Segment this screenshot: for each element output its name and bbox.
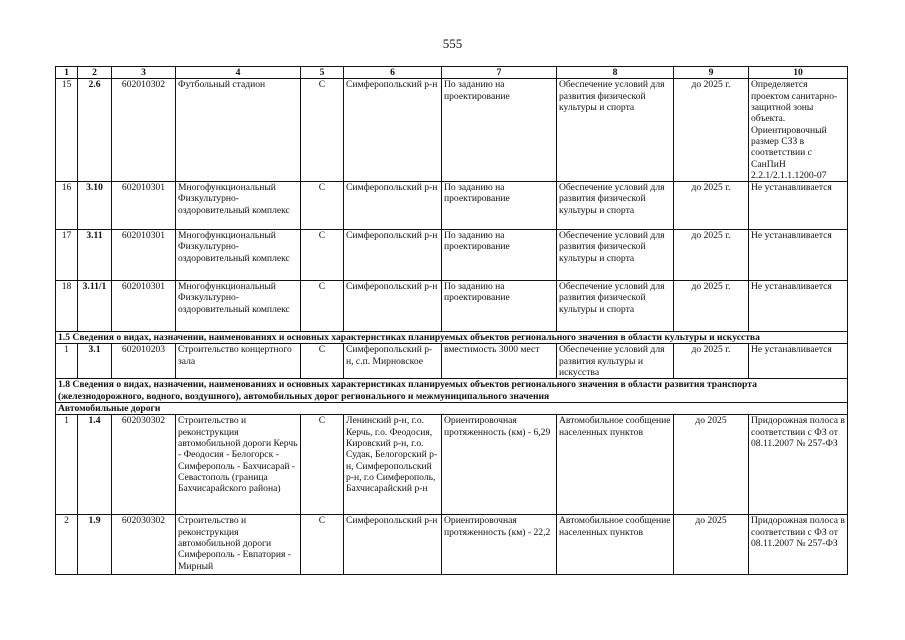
cell-type: С bbox=[301, 344, 344, 379]
objects-table bbox=[55, 66, 848, 575]
section-heading-row bbox=[56, 332, 848, 344]
cell-name: Многофункциональный Физкультурно-оздоровительный комплекс bbox=[176, 230, 301, 281]
cell-type: С bbox=[301, 79, 344, 182]
cell-id: 602030302 bbox=[112, 515, 176, 575]
cell-purpose: Обеспечение условий для развития физической культуры и спорта bbox=[557, 281, 674, 332]
cell-deadline: до 2025 bbox=[674, 515, 749, 575]
cell-n: 1 bbox=[56, 415, 78, 515]
cell-code: 1.9 bbox=[78, 515, 112, 575]
header-cell: 7 bbox=[442, 67, 557, 79]
cell-id: 602010301 bbox=[112, 182, 176, 230]
cell-n: 17 bbox=[56, 230, 78, 281]
cell-location: Симферопольский р-н bbox=[344, 182, 442, 230]
cell-code: 3.11 bbox=[78, 230, 112, 281]
cell-code: 2.6 bbox=[78, 79, 112, 182]
cell-deadline: до 2025 г. bbox=[674, 79, 749, 182]
cell-purpose: Автомобильное сообщение населенных пунктов bbox=[557, 415, 674, 515]
subsection-heading: Автомобильные дороги bbox=[56, 403, 848, 415]
header-cell: 6 bbox=[344, 67, 442, 79]
cell-purpose: Обеспечение условий для развития физической культуры и спорта bbox=[557, 230, 674, 281]
cell-id: 602010301 bbox=[112, 281, 176, 332]
header-cell: 8 bbox=[557, 67, 674, 79]
cell-type: С bbox=[301, 415, 344, 515]
cell-id: 602030302 bbox=[112, 415, 176, 515]
cell-param: По заданию на проектирование bbox=[442, 230, 557, 281]
header-cell: 1 bbox=[56, 67, 78, 79]
header-cell: 3 bbox=[112, 67, 176, 79]
cell-location: Ленинский р-н, г.о. Керчь, г.о. Феодосия, Кировский р-н, г.о. Судак, Белогорский р-н, Симферопольский р-н, г.о Симферополь, Бахчисарайский р-н bbox=[344, 415, 442, 515]
cell-location: Симферопольский р-н bbox=[344, 230, 442, 281]
cell-zone: Придорожная полоса в соответствии с ФЗ от 08.11.2007 № 257-ФЗ bbox=[749, 515, 848, 575]
subsection-heading-row bbox=[56, 403, 848, 415]
section-heading-row bbox=[56, 379, 848, 403]
cell-param: По заданию на проектирование bbox=[442, 79, 557, 182]
section-heading: 1.8 Сведения о видах, назначении, наименованиях и основных характеристиках планируемых объектов регионального значения в области развития транспорта (железнодорожного, водного, воздушного), автомобильных дорог регионального и межмуниципального значения bbox=[56, 379, 848, 403]
cell-name: Многофункциональный Физкультурно-оздоровительный комплекс bbox=[176, 182, 301, 230]
cell-param: По заданию на проектирование bbox=[442, 281, 557, 332]
cell-purpose: Обеспечение условий для развития культуры и искусства bbox=[557, 344, 674, 379]
cell-id: 602010301 bbox=[112, 230, 176, 281]
cell-deadline: до 2025 г. bbox=[674, 281, 749, 332]
table-row bbox=[56, 230, 848, 281]
cell-param: вместимость 3000 мест bbox=[442, 344, 557, 379]
cell-name: Строительство концертного зала bbox=[176, 344, 301, 379]
cell-n: 18 bbox=[56, 281, 78, 332]
table-row bbox=[56, 344, 848, 379]
cell-type: С bbox=[301, 182, 344, 230]
cell-zone: Определяется проектом санитарно-защитной зоны объекта. Ориентировочный размер СЗЗ в соответствии с СанПиН 2.2.1/2.1.1.1200-07 bbox=[749, 79, 848, 182]
cell-zone: Не устанавливается bbox=[749, 281, 848, 332]
cell-type: С bbox=[301, 281, 344, 332]
cell-n: 16 bbox=[56, 182, 78, 230]
table-row bbox=[56, 515, 848, 575]
cell-id: 602010302 bbox=[112, 79, 176, 182]
cell-deadline: до 2025 г. bbox=[674, 344, 749, 379]
cell-location: Симферопольский р-н bbox=[344, 79, 442, 182]
header-cell: 2 bbox=[78, 67, 112, 79]
cell-location: Симферопольский р-н bbox=[344, 281, 442, 332]
table-row bbox=[56, 281, 848, 332]
page-number: 555 bbox=[442, 36, 463, 51]
cell-zone: Придорожная полоса в соответствии с ФЗ от 08.11.2007 № 257-ФЗ bbox=[749, 415, 848, 515]
cell-code: 3.10 bbox=[78, 182, 112, 230]
cell-id: 602010203 bbox=[112, 344, 176, 379]
cell-code: 1.4 bbox=[78, 415, 112, 515]
cell-purpose: Автомобильное сообщение населенных пунктов bbox=[557, 515, 674, 575]
cell-purpose: Обеспечение условий для развития физической культуры и спорта bbox=[557, 79, 674, 182]
section-heading: 1.5 Сведения о видах, назначении, наименованиях и основных характеристиках планируемых объектов регионального значения в области культуры и искусства bbox=[56, 332, 848, 344]
cell-type: С bbox=[301, 515, 344, 575]
cell-n: 1 bbox=[56, 344, 78, 379]
cell-name: Строительство и реконструкция автомобильной дороги Симферополь - Евпатория - Мирный bbox=[176, 515, 301, 575]
table-row bbox=[56, 415, 848, 515]
cell-location: Симферопольский р-н, с.п. Мирновское bbox=[344, 344, 442, 379]
header-cell: 4 bbox=[176, 67, 301, 79]
cell-deadline: до 2025 bbox=[674, 415, 749, 515]
cell-param: По заданию на проектирование bbox=[442, 182, 557, 230]
cell-type: С bbox=[301, 230, 344, 281]
cell-code: 3.1 bbox=[78, 344, 112, 379]
cell-zone: Не устанавливается bbox=[749, 182, 848, 230]
cell-n: 2 bbox=[56, 515, 78, 575]
cell-param: Ориентировочная протяженность (км) - 6,29 bbox=[442, 415, 557, 515]
cell-location: Симферопольский р-н bbox=[344, 515, 442, 575]
cell-param: Ориентировочная протяженность (км) - 22,2 bbox=[442, 515, 557, 575]
cell-name: Многофункциональный Физкультурно-оздоровительный комплекс bbox=[176, 281, 301, 332]
table-row bbox=[56, 182, 848, 230]
header-cell: 9 bbox=[674, 67, 749, 79]
header-cell: 10 bbox=[749, 67, 848, 79]
cell-n: 15 bbox=[56, 79, 78, 182]
cell-code: 3.11/1 bbox=[78, 281, 112, 332]
cell-deadline: до 2025 г. bbox=[674, 230, 749, 281]
cell-zone: Не устанавливается bbox=[749, 230, 848, 281]
header-cell: 5 bbox=[301, 67, 344, 79]
table-row bbox=[56, 79, 848, 182]
cell-purpose: Обеспечение условий для развития физической культуры и спорта bbox=[557, 182, 674, 230]
cell-name: Строительство и реконструкция автомобильной дороги Керчь - Феодосия - Белогорск - Симферополь - Бахчисарай - Севастополь (граница Бахчисарайского района) bbox=[176, 415, 301, 515]
cell-zone: Не устанавливается bbox=[749, 344, 848, 379]
header-row bbox=[56, 67, 848, 79]
cell-name: Футбольный стадион bbox=[176, 79, 301, 182]
cell-deadline: до 2025 г. bbox=[674, 182, 749, 230]
